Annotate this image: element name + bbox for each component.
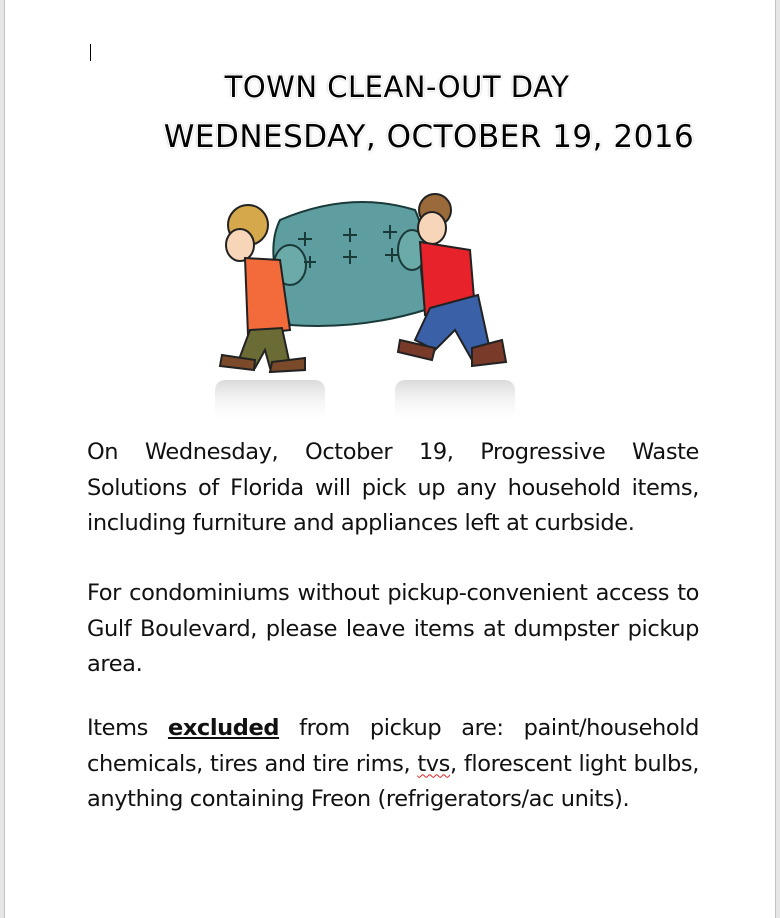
excluded-prefix: Items [87,715,168,741]
paragraph-condominiums [87,576,699,683]
spellcheck-flagged-word[interactable]: tvs [417,750,450,777]
date-heading: WEDNESDAY, OCTOBER 19, 2016 [163,119,695,155]
excluded-emphasis: excluded [167,715,280,741]
title-heading: TOWN CLEAN-OUT DAY [224,70,570,104]
excluded-middle: from pickup are: paint/household chemicals, tires and tire rims, [87,715,699,777]
text-cursor [90,44,91,61]
two-men-carrying-couch-icon [210,190,540,430]
excluded-suffix: , florescent light bulbs, anything containing Freon (refrigerators/ac units). [87,750,699,812]
paragraph-pickup-info [87,435,699,542]
paragraph-condominiums-text: For condominiums without pickup-convenient access to Gulf Boulevard, please leave items at dumpster pickup area. [87,580,699,677]
paragraph-excluded-items [87,711,699,818]
couch-movers-illustration [210,190,540,430]
document-page[interactable] [4,0,776,918]
paragraph-pickup-info-text: On Wednesday, October 19, Progressive Waste Solutions of Florida will pick up any household items, including furniture and appliances left at curbside. [87,439,699,536]
